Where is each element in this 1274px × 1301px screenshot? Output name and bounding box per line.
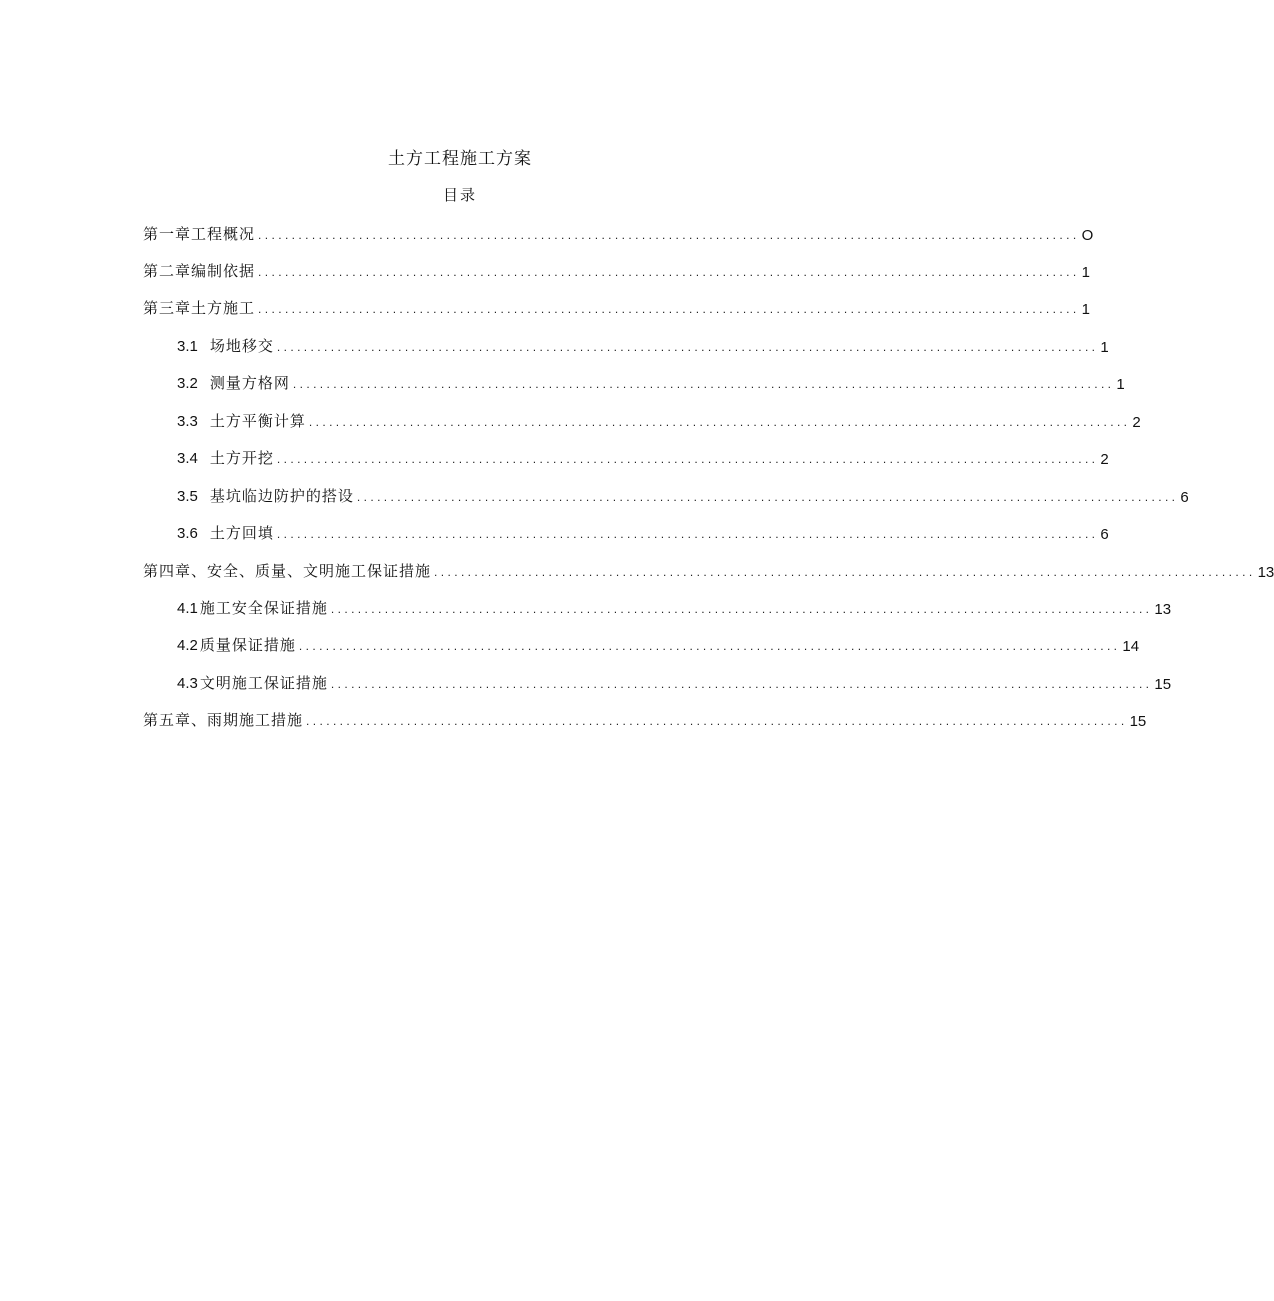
toc-entry-section-3-3[interactable] — [177, 409, 1141, 431]
toc-leader-dots: .......................................................................................................................... — [306, 714, 1128, 728]
toc-section-number: 3.6 — [177, 525, 198, 542]
toc-page-number: 14 — [1122, 638, 1140, 655]
toc-entry-chapter-2[interactable] — [143, 259, 1090, 281]
toc-leader-dots: .......................................................................................................................... — [276, 452, 1099, 466]
toc-page-number: 2 — [1100, 451, 1109, 468]
toc-entry-title: 第一章工程概况 — [143, 225, 256, 243]
toc-entry-section-3-1[interactable] — [177, 334, 1109, 356]
toc-page-number: 2 — [1132, 414, 1141, 431]
toc-entry-title: 土方回填 — [209, 524, 274, 542]
toc-section-number: 3.4 — [177, 450, 198, 467]
toc-entry-title: 第二章编制依据 — [143, 262, 256, 280]
toc-entry-chapter-3[interactable] — [143, 296, 1090, 318]
toc-entry-section-4-3[interactable] — [177, 671, 1172, 693]
toc-leader-dots: .......................................................................................................................... — [356, 490, 1179, 504]
toc-entry-title: 第五章、雨期施工措施 — [143, 711, 304, 729]
toc-leader-dots: .......................................................................................................................... — [258, 265, 1080, 279]
toc-entry-chapter-5[interactable] — [143, 708, 1147, 730]
toc-page-number: 15 — [1154, 676, 1172, 693]
toc-page-number: 15 — [1129, 713, 1147, 730]
toc-page-number: 1 — [1100, 339, 1109, 356]
toc-page-number: 6 — [1100, 526, 1109, 543]
toc-leader-dots: .......................................................................................................................... — [298, 639, 1121, 653]
toc-section-number: 3.5 — [177, 488, 198, 505]
toc-page-number: 1 — [1081, 301, 1090, 318]
toc-entry-title: 场地移交 — [209, 337, 274, 355]
toc-entry-section-4-1[interactable] — [177, 596, 1172, 618]
toc-leader-dots: .......................................................................................................................... — [330, 677, 1153, 691]
toc-entry-title: 第四章、安全、质量、文明施工保证措施 — [143, 562, 432, 580]
toc-leader-dots: .......................................................................................................................... — [308, 415, 1131, 429]
toc-entry-section-3-4[interactable] — [177, 446, 1109, 468]
toc-entry-title: 测量方格网 — [209, 374, 290, 392]
toc-leader-dots: .......................................................................................................................... — [258, 302, 1080, 316]
toc-entry-title: 文明施工保证措施 — [199, 674, 328, 692]
toc-entry-section-4-2[interactable] — [177, 633, 1140, 655]
toc-entry-section-3-2[interactable] — [177, 371, 1125, 393]
toc-leader-dots: .......................................................................................................................... — [258, 228, 1080, 242]
document-title: 土方工程施工方案 — [388, 149, 532, 169]
toc-section-number: 3.3 — [177, 413, 198, 430]
toc-section-number: 4.1 — [177, 600, 198, 617]
toc-page-number: 13 — [1154, 601, 1172, 618]
toc-entry-section-3-5[interactable] — [177, 484, 1189, 506]
toc-leader-dots: .......................................................................................................................... — [292, 377, 1115, 391]
toc-leader-dots: .......................................................................................................................... — [330, 602, 1153, 616]
toc-entry-title: 土方平衡计算 — [209, 412, 306, 430]
toc-page-number: 1 — [1081, 264, 1090, 281]
toc-page-number: 1 — [1116, 376, 1125, 393]
toc-entry-chapter-1[interactable] — [143, 222, 1094, 244]
toc-page-number: 13 — [1257, 564, 1274, 581]
toc-page-number: 6 — [1180, 489, 1189, 506]
toc-entry-title: 土方开挖 — [209, 449, 274, 467]
toc-section-number: 3.2 — [177, 375, 198, 392]
toc-leader-dots: .......................................................................................................................... — [276, 340, 1099, 354]
toc-section-number: 4.2 — [177, 637, 198, 654]
toc-entry-title: 第三章土方施工 — [143, 299, 256, 317]
toc-leader-dots: .......................................................................................................................... — [276, 527, 1099, 541]
toc-entry-section-3-6[interactable] — [177, 521, 1109, 543]
toc-page-number: O — [1081, 227, 1094, 244]
toc-section-number: 4.3 — [177, 675, 198, 692]
toc-heading: 目录 — [442, 186, 477, 204]
toc-leader-dots: .......................................................................................................................... — [434, 565, 1256, 579]
toc-entry-title: 质量保证措施 — [199, 636, 296, 654]
toc-entry-title: 基坑临边防护的搭设 — [209, 487, 354, 505]
toc-section-number: 3.1 — [177, 338, 198, 355]
toc-entry-chapter-4[interactable] — [143, 559, 1274, 581]
toc-entry-title: 施工安全保证措施 — [199, 599, 328, 617]
